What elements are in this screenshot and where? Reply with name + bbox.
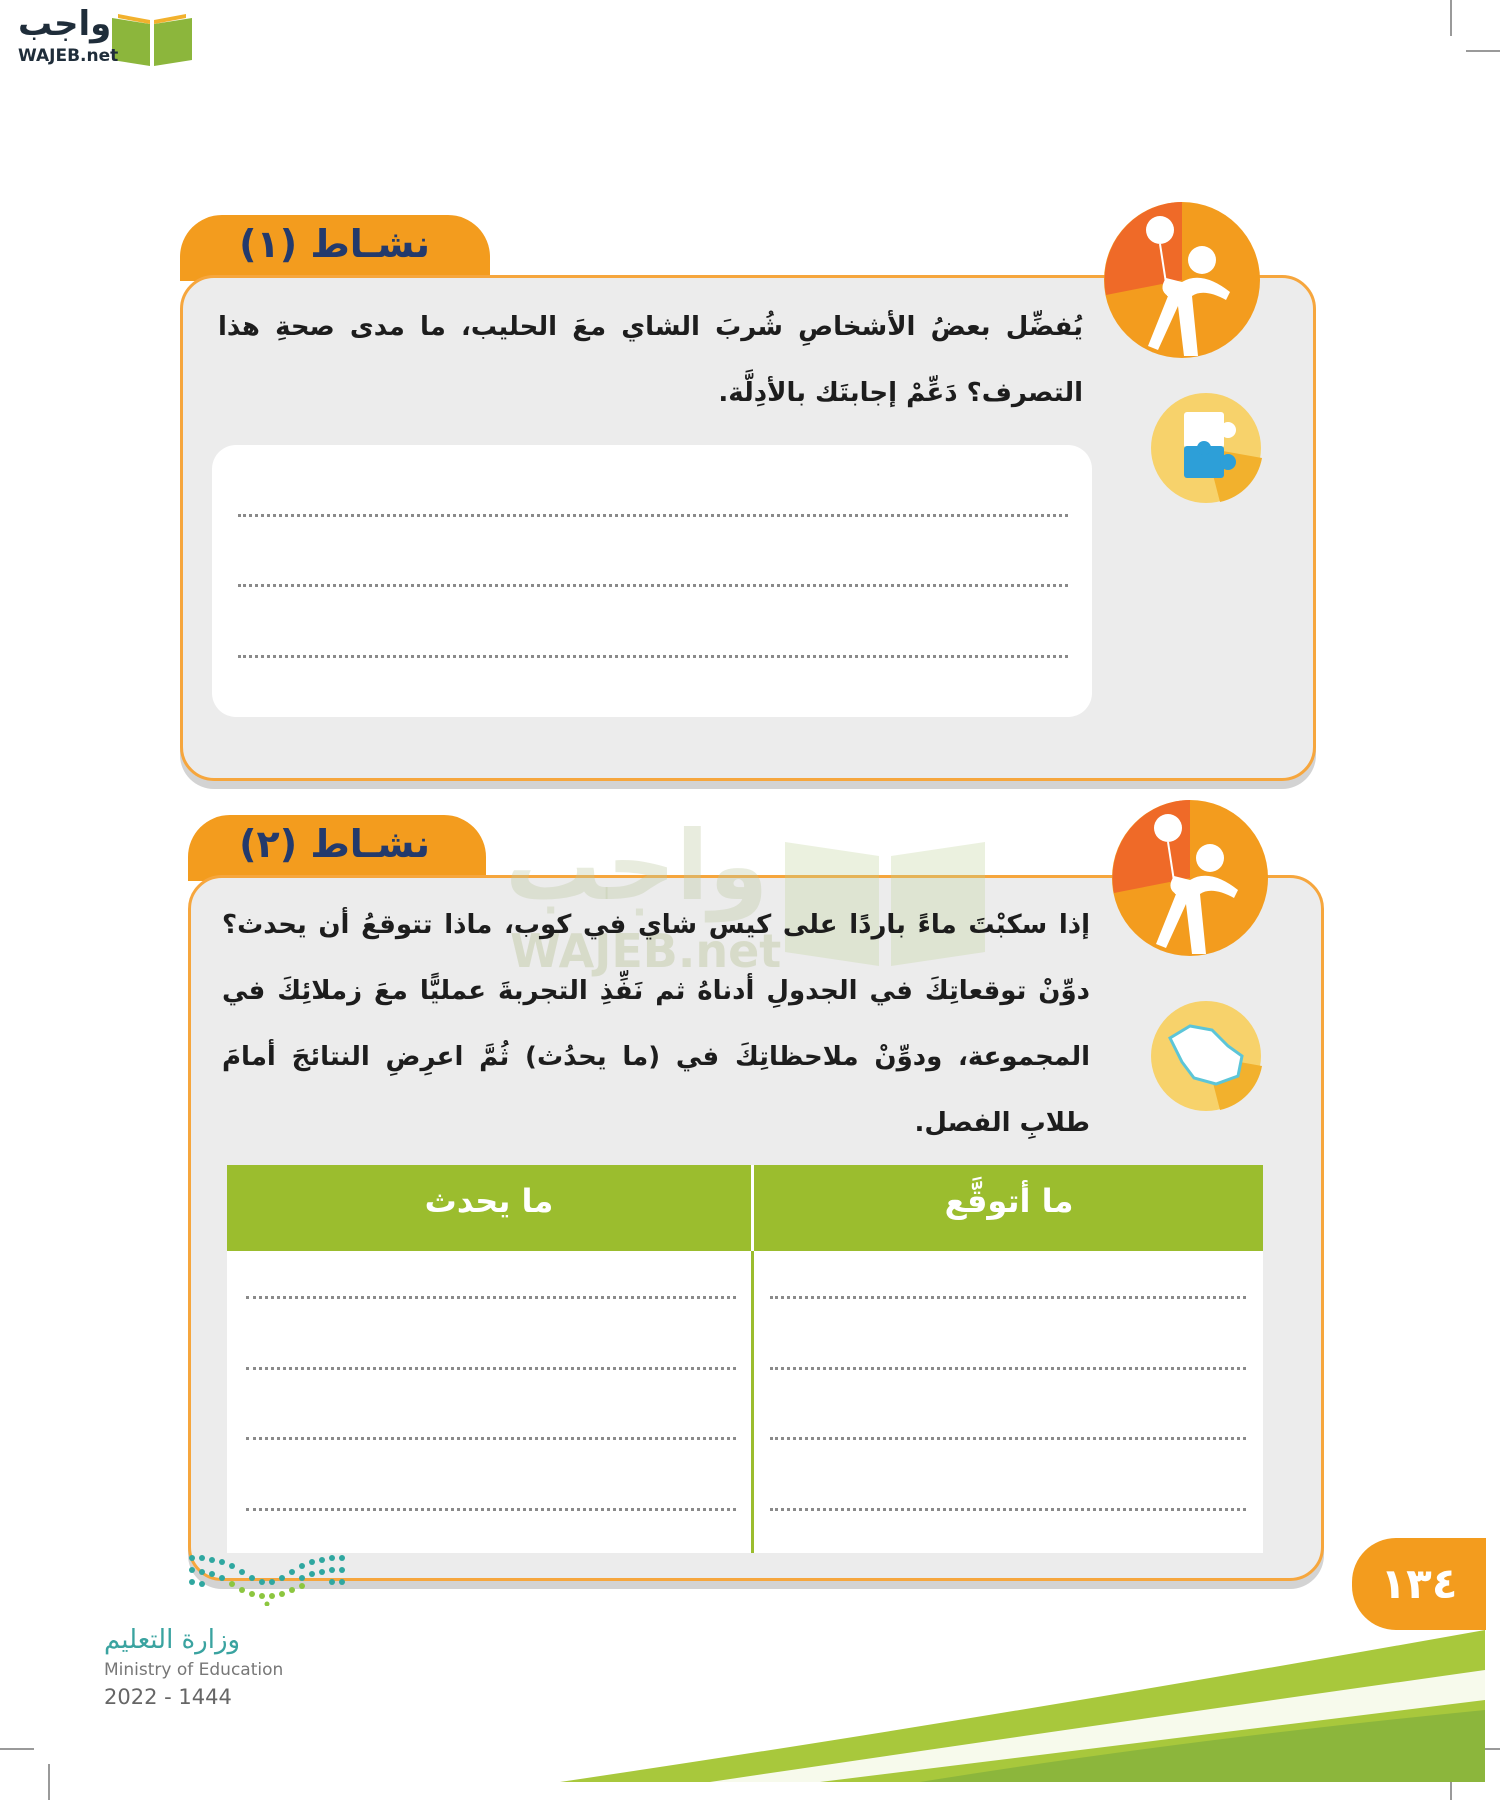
book-logo-icon xyxy=(108,8,196,68)
crop-mark xyxy=(1466,50,1500,52)
ministry-logo-icon xyxy=(186,1550,356,1606)
expect-line[interactable] xyxy=(770,1367,1246,1370)
page-number: ١٣٤ xyxy=(1352,1538,1486,1630)
activity2-prompt: إذا سكبْتَ ماءً باردًا على كيس شاي في كوب، ماذا تتوقعُ أن يحدث؟ دوِّنْ توقعاتِكَ في الجدولِ أدناهُ ثم نَفِّذِ التجربةَ عمليًّا معَ زملائِكَ في المجموعة، ودوِّنْ ملاحظاتِكَ في (ما يحدُث) ثُمَّ اعرِضِ النتائجَ أمامَ طلابِ الفصل. xyxy=(222,910,1090,1138)
puzzle-icon xyxy=(1150,392,1262,504)
ministry-year: 2022 - 1444 xyxy=(104,1685,232,1709)
table-header-expect: ما أتوقَّع xyxy=(944,1182,1074,1220)
brand-name-ar: واجب xyxy=(18,4,112,44)
ministry-name-en: Ministry of Education xyxy=(104,1660,284,1680)
saudi-map-icon xyxy=(1150,1000,1262,1112)
activity1-answer-box xyxy=(212,445,1092,717)
activity1-title: نشـاط (١) xyxy=(239,222,430,266)
brand-logo xyxy=(8,4,198,70)
answer-line[interactable] xyxy=(238,655,1068,658)
activity2-title: نشـاط (٢) xyxy=(239,822,430,866)
ministry-name-ar: وزارة التعليم xyxy=(104,1625,241,1655)
happens-line[interactable] xyxy=(246,1367,736,1370)
decorative-swoosh xyxy=(560,1630,1485,1782)
happens-line[interactable] xyxy=(246,1296,736,1299)
expect-line[interactable] xyxy=(770,1296,1246,1299)
answer-line[interactable] xyxy=(238,584,1068,587)
expect-line[interactable] xyxy=(770,1437,1246,1440)
student-balloon-icon xyxy=(1102,200,1262,360)
happens-line[interactable] xyxy=(246,1508,736,1511)
table-header-happens: ما يحدث xyxy=(424,1182,554,1220)
crop-mark xyxy=(1450,0,1452,36)
expect-line[interactable] xyxy=(770,1508,1246,1511)
watermark-en: WAJEB.net xyxy=(510,924,782,978)
header-divider xyxy=(751,1165,754,1251)
brand-name-en: WAJEB.net xyxy=(18,46,119,66)
answer-line[interactable] xyxy=(238,514,1068,517)
crop-mark xyxy=(48,1764,50,1800)
activity1-prompt: يُفضِّل بعضُ الأشخاصِ شُربَ الشاي معَ الحليب، ما مدى صحةِ هذا التصرف؟ دَعِّمْ إجابتَك بالأدِلَّة. xyxy=(218,312,1083,408)
crop-mark xyxy=(0,1748,34,1750)
watermark-ar: واجب xyxy=(505,810,769,922)
happens-line[interactable] xyxy=(246,1437,736,1440)
student-balloon-icon xyxy=(1110,798,1270,958)
